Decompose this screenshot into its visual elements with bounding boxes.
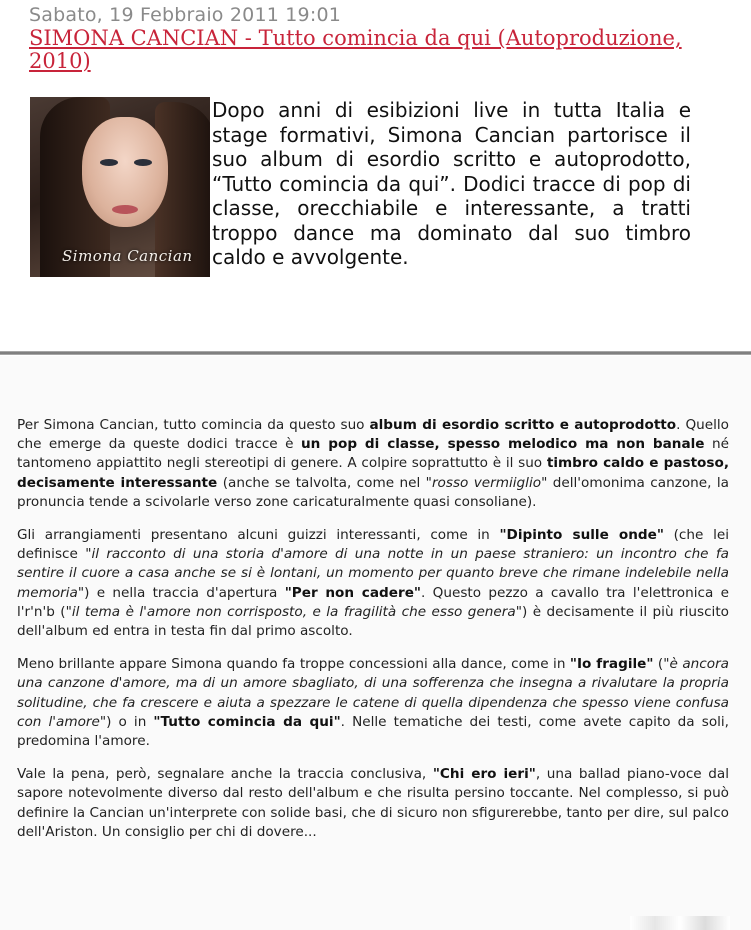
- text-run: rosso vermiiglio: [431, 474, 542, 491]
- text-run: ") o in: [99, 713, 154, 730]
- text-run: "Dipinto sulle onde": [499, 527, 664, 544]
- text-run: "Tutto comincia da qui": [153, 713, 341, 730]
- text-run: (che lei definisce ": [17, 527, 729, 563]
- text-run: "Io fragile": [569, 656, 654, 673]
- text-run: "Per non cadere": [284, 584, 421, 601]
- text-run: un pop di classe, spesso melodico ma non banale: [301, 436, 705, 453]
- blog-post-header: [0, 0, 751, 350]
- text-run: "Chi ero ieri": [432, 766, 536, 783]
- article-paragraph-2: [17, 526, 729, 641]
- text-run: timbro caldo e pastoso, decisamente interessante: [17, 455, 729, 491]
- post-intro-text: Dopo anni di esibizioni live in tutta Italia e stage formativi, Simona Cancian partorisce il suo album di esordio scritto e autoprodotto, “Tutto comincia da qui”. Dodici tracce di pop di classe, orecchiabile e interessante, a tratti troppo dance ma dominato dal suo timbro caldo e avvolgente.: [212, 98, 691, 269]
- text-run: Per Simona Cancian, tutto comincia da questo suo: [17, 417, 370, 433]
- text-run: Gli arrangiamenti presentano alcuni guizzi interessanti, come in: [17, 527, 500, 544]
- text-run: . Quello che emerge da queste dodici tracce è: [17, 417, 729, 453]
- text-run: album di esordio scritto e autoprodotto: [369, 417, 677, 433]
- cover-eye-right: [134, 159, 152, 166]
- text-run: " dell'omonima canzone, la pronuncia tende a scivolarle verso zone caricaturalmente quasi consoliane).: [17, 474, 729, 510]
- text-run: è ancora una canzone d'amore, ma di un amore sbagliato, di una sofferenza che insegna a rivalutare la propria solitudine, che fa crescere e aiuta a spezzare le catene di quella dipendenza che spesso viene confusa con l'amore: [17, 656, 729, 730]
- text-run: il racconto di una storia d'amore di una notte in un paese straniero: un incontro che fa sentire il cuore a casa anche se si è lontani, un momento per quanto breve che rimane indelebile nella memoria: [17, 546, 729, 601]
- scanned-article: [17, 416, 729, 856]
- text-run: né tantomeno appiattito negli stereotipi di genere. A colpire soprattutto è il suo: [17, 436, 729, 472]
- text-run: il tema è l'amore non corrisposto, e la fragilità che esso genera: [71, 603, 516, 620]
- text-run: , una ballad piano-voce dal sapore notevolmente diverso dal resto dell'album e che risulta persino toccante. Nel complesso, si può definire la Cancian un'interprete con solide basi, che di sicuro non sfigurerebbe, tanto per dire, sul palco dell'Ariston. Un consiglio per chi di dovere...: [17, 766, 729, 840]
- album-cover-image: [30, 97, 210, 277]
- text-run: ") e nella traccia d'apertura: [77, 584, 285, 601]
- article-paragraph-4: [17, 765, 729, 842]
- cover-lips: [112, 205, 138, 214]
- text-run: ") è decisamente il più riuscito dell'album ed entra in testa fin dal primo ascolto.: [17, 603, 729, 640]
- text-run: (anche se talvolta, come nel ": [217, 474, 432, 491]
- text-run: Vale la pena, però, segnalare anche la traccia conclusiva,: [17, 766, 433, 783]
- cover-eye-left: [100, 159, 118, 166]
- text-run: (": [653, 656, 670, 673]
- text-run: Meno brillante appare Simona quando fa troppe concessioni alla dance, come in: [17, 656, 570, 673]
- article-paragraph-1: [17, 416, 729, 512]
- scan-artifact: [630, 916, 730, 930]
- cover-logo: Simona Cancian: [62, 247, 193, 265]
- post-title-link[interactable]: SIMONA CANCIAN - Tutto comincia da qui (Autoproduzione, 2010): [29, 26, 682, 73]
- section-divider: [0, 351, 751, 355]
- post-date: Sabato, 19 Febbraio 2011 19:01: [29, 4, 342, 26]
- text-run: . Questo pezzo a cavallo tra l'elettronica e l'r'n'b (": [17, 584, 729, 620]
- text-run: . Nelle tematiche dei testi, come avete capito da soli, predomina l'amore.: [17, 713, 730, 750]
- article-paragraph-3: [17, 655, 729, 751]
